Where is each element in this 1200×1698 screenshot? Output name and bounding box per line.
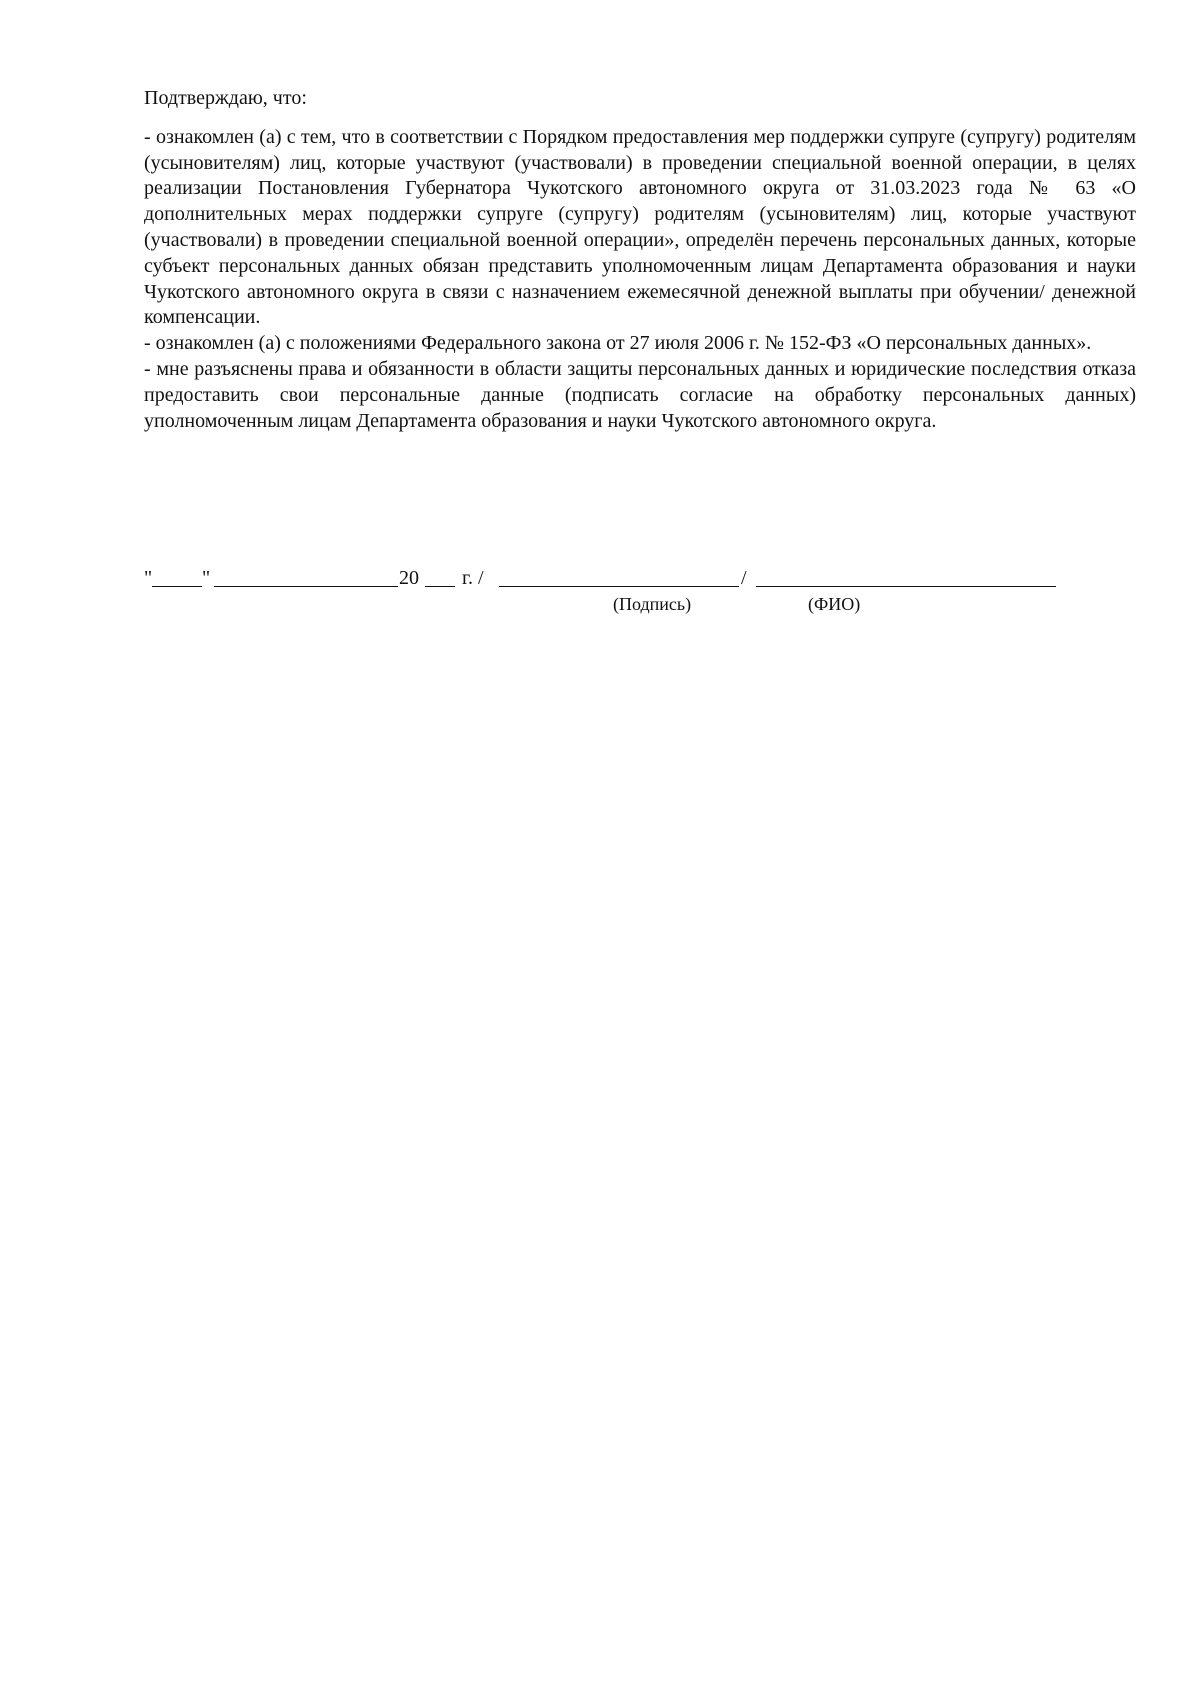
document-body: [144, 86, 1136, 434]
year-suffix: г. /: [462, 567, 484, 589]
paragraph-rights-explained: - мне разъяснены права и обязанности в области защиты персональных данных и юридические последствия отказа предоставить свои персональные данные (подписать согласие на обработку персональных данных) уполномоченным лицам Департамента образования и науки Чукотского автономного округа.: [144, 357, 1136, 432]
signature-blank[interactable]: [499, 566, 739, 594]
name-blank[interactable]: [756, 566, 1056, 594]
signature-block: [144, 566, 1064, 616]
year-blank[interactable]: [425, 566, 455, 594]
signature-captions: [144, 592, 1064, 616]
year-prefix: 20: [399, 567, 419, 589]
signature-date-row: [144, 566, 1064, 592]
caption-name: (ФИО): [808, 594, 861, 614]
quote-close: ": [202, 567, 211, 589]
slash-separator: /: [741, 567, 747, 589]
day-blank[interactable]: [152, 566, 202, 594]
confirmation-heading: Подтверждаю, что:: [144, 87, 307, 109]
month-blank[interactable]: [214, 566, 398, 594]
paragraph-familiarized-law: - ознакомлен (а) с положениями Федерального закона от 27 июля 2006 г. № 152-ФЗ «О персональных данных».: [144, 332, 1092, 355]
quote-open: ": [144, 567, 153, 589]
paragraph-familiarized-procedure: - ознакомлен (а) с тем, что в соответствии с Порядком предоставления мер поддержки супруге (супругу) родителям (усыновителям) лиц, которые участвуют (участвовали) в проведении специальной военной операции, в целях реализации Постановления Губернатора Чукотского автономного округа от 31.03.2023 года № 63 «О дополнительных мерах поддержки супруге (супругу) родителям (усыновителям) лиц, которые участвуют (участвовали) в проведении специальной военной операции», определён перечень персональных данных, которые субъект персональных данных обязан представить уполномоченным лицам Департамента образования и науки Чукотского автономного округа в связи с назначением ежемесячной денежной выплаты при обучении/ денежной компенсации.: [144, 125, 1136, 329]
caption-signature: (Подпись): [613, 594, 692, 614]
